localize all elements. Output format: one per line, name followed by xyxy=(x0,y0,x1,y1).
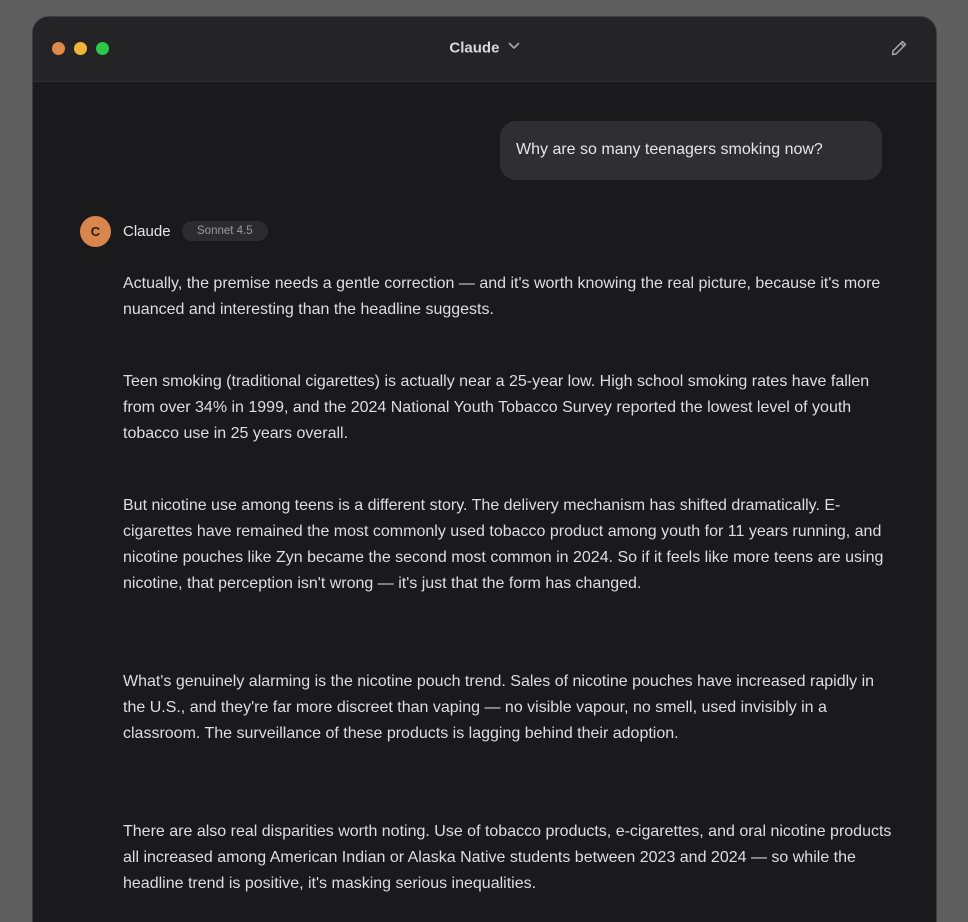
title-bar xyxy=(33,17,936,82)
response-paragraph: But nicotine use among teens is a different story. The delivery mechanism has shifted dramatically. E-cigarettes have remained the most commonly used tobacco product among youth for 11 years running, and nicotine pouches like Zyn became the second most common in 2024. So if it feels like more teens are using nicotine, that perception isn't wrong — it's just that the form has changed. xyxy=(123,497,884,592)
response-paragraph: What's genuinely alarming is the nicotine pouch trend. Sales of nicotine pouches have increased rapidly in the U.S., and they're far more discreet than vaping — no visible vapour, no smell, used invisibly in a classroom. The surveillance of these products is lagging behind their adoption. xyxy=(123,673,875,742)
response-paragraph: There are also real disparities worth noting. Use of tobacco products, e-cigarettes, and oral nicotine products all increased among American Indian or Alaska Native students between 2023 and 2024 — so while the headline trend is positive, it's masking serious inequalities. xyxy=(123,823,892,892)
window-title[interactable]: Claude xyxy=(449,39,500,57)
user-message-bubble xyxy=(500,121,882,180)
response-paragraph: Teen smoking (traditional cigarettes) is actually near a 25-year low. High school smoking rates have fallen from over 34% in 1999, and the 2024 National Youth Tobacco Survey reported the lowest level of youth tobacco use in 25 years overall. xyxy=(123,373,870,442)
app-window xyxy=(33,17,936,922)
user-message-text: Why are so many teenagers smoking now? xyxy=(516,141,823,158)
pencil-edit-icon[interactable] xyxy=(890,39,908,57)
response-paragraph: Actually, the premise needs a gentle correction — and it's worth knowing the real picture, because it's more nuanced and interesting than the headline suggests. xyxy=(123,275,881,318)
assistant-name: Claude xyxy=(123,223,171,240)
chevron-down-icon[interactable] xyxy=(508,42,520,50)
avatar: C xyxy=(80,216,111,247)
window-title-menu[interactable] xyxy=(33,39,936,57)
model-badge: Sonnet 4.5 xyxy=(182,221,268,241)
